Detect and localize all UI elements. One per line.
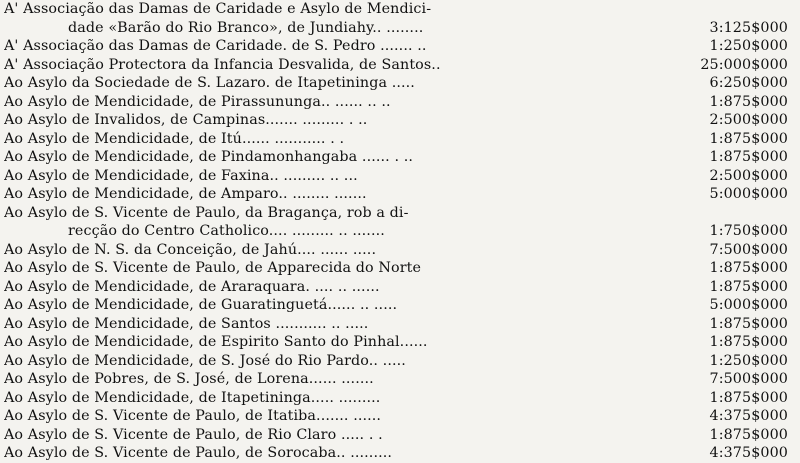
list-item: [4, 93, 796, 112]
entry-description: Ao Asylo de Invalidos, de Campinas....... ......... . ..: [4, 112, 368, 128]
entry-amount: 1:875$000: [709, 278, 788, 295]
entry-description: Ao Asylo de S. Vicente de Paulo, de Itatiba....... ......: [4, 408, 382, 424]
entry-amount: 1:875$000: [709, 93, 788, 110]
list-item: [4, 407, 796, 426]
entry-description-continuation: dade «Barão do Rio Branco», de Jundiahy.. ........: [68, 19, 424, 36]
entry-amount: 7:500$000: [709, 241, 788, 258]
donation-list: [4, 0, 796, 463]
list-item: [4, 296, 796, 315]
entry-amount: 5:000$000: [709, 186, 788, 202]
entry-description: Ao Asylo de S. Vicente de Paulo, de Sorocaba.. .........: [4, 445, 393, 461]
entry-description: A' Associação Protectora da Infancia Desvalida, de Santos..: [4, 56, 441, 73]
entry-description: A' Associação das Damas de Caridade e Asylo de Mendici-: [4, 1, 432, 17]
list-item: [4, 37, 796, 56]
entry-amount: 1:875$000: [709, 149, 788, 165]
entry-amount: 1:875$000: [709, 389, 788, 406]
entry-amount: 1:250$000: [709, 38, 788, 54]
list-item: [4, 56, 796, 75]
entry-description: Ao Asylo de Mendicidade, de Araraquara. .... .. ......: [4, 278, 380, 295]
list-item: [4, 148, 796, 167]
entry-description: Ao Asylo de S. Vicente de Paulo, de Apparecida do Norte: [4, 260, 422, 276]
list-item: [4, 315, 796, 334]
entry-amount: 6:250$000: [709, 75, 788, 91]
entry-description: Ao Asylo da Sociedade de S. Lazaro. de Itapetininga .....: [4, 75, 415, 91]
entry-amount: 1:875$000: [709, 260, 788, 276]
entry-description: Ao Asylo de Mendicidade, de Santos ........... .. .....: [4, 315, 369, 332]
entry-amount: 1:875$000: [709, 130, 788, 147]
entry-description: Ao Asylo de Pobres, de S. José, de Lorena...... .......: [4, 371, 374, 387]
entry-description: Ao Asylo de Mendicidade, de Guaratinguetá...... .. .....: [4, 297, 398, 313]
entry-amount: 5:000$000: [709, 297, 788, 313]
entry-description: Ao Asylo de Mendicidade, de Faxina.. ......... .. ...: [4, 167, 358, 184]
entry-amount: 1:750$000: [709, 223, 788, 239]
list-item: [4, 185, 796, 204]
list-item: [4, 370, 796, 389]
list-item: [4, 111, 796, 130]
entry-description: Ao Asylo de Mendicidade, de S. José do Rio Pardo.. .....: [4, 352, 406, 369]
entry-description: Ao Asylo de Mendicidade, de Amparo.. ........ .......: [4, 186, 367, 202]
list-item: [4, 389, 796, 408]
list-item: [4, 0, 796, 19]
entry-amount: 2:500$000: [709, 112, 788, 128]
entry-description: Ao Asylo de Mendicidade, de Itapetininga..... .........: [4, 389, 381, 406]
entry-description: Ao Asylo de Mendicidade, de Pindamonhangaba ...... . ..: [4, 149, 414, 165]
entry-amount: 7:500$000: [709, 371, 788, 387]
entry-amount: 4:375$000: [709, 445, 788, 461]
entry-amount: 25:000$000: [700, 56, 788, 73]
list-item: [4, 333, 796, 352]
entry-description: Ao Asylo de Mendicidade, de Pirassununga.. ...... .. ..: [4, 93, 391, 110]
entry-description-continuation: recção do Centro Catholico.... ......... .. .......: [68, 223, 385, 239]
list-item: [4, 167, 796, 186]
list-item: [4, 222, 796, 241]
entry-description: Ao Asylo de Mendicidade, de Espirito Santo do Pinhal......: [4, 334, 428, 350]
entry-description: Ao Asylo de N. S. da Conceição, de Jahú.... ...... .....: [4, 241, 377, 258]
list-item: [4, 241, 796, 260]
entry-amount: 3:125$000: [709, 19, 788, 36]
list-item: [4, 352, 796, 371]
entry-amount: 4:375$000: [709, 408, 788, 424]
entry-amount: 1:875$000: [709, 426, 788, 443]
entry-description: Ao Asylo de S. Vicente de Paulo, da Bragança, rob a di-: [4, 204, 409, 221]
entry-amount: 1:250$000: [709, 352, 788, 369]
entry-description: Ao Asylo de S. Vicente de Paulo, de Rio Claro ..... . .: [4, 426, 383, 443]
entry-amount: 1:875$000: [709, 334, 788, 350]
list-item: [4, 204, 796, 223]
entry-amount: 2:500$000: [709, 167, 788, 184]
list-item: [4, 19, 796, 38]
list-item: [4, 444, 796, 463]
entry-description: A' Associação das Damas de Caridade. de S. Pedro ....... ..: [4, 38, 427, 54]
list-item: [4, 130, 796, 149]
entry-description: Ao Asylo de Mendicidade, de Itú...... ........... . .: [4, 130, 345, 147]
entry-amount: 1:875$000: [709, 315, 788, 332]
list-item: [4, 74, 796, 93]
list-item: [4, 259, 796, 278]
list-item: [4, 278, 796, 297]
list-item: [4, 426, 796, 445]
